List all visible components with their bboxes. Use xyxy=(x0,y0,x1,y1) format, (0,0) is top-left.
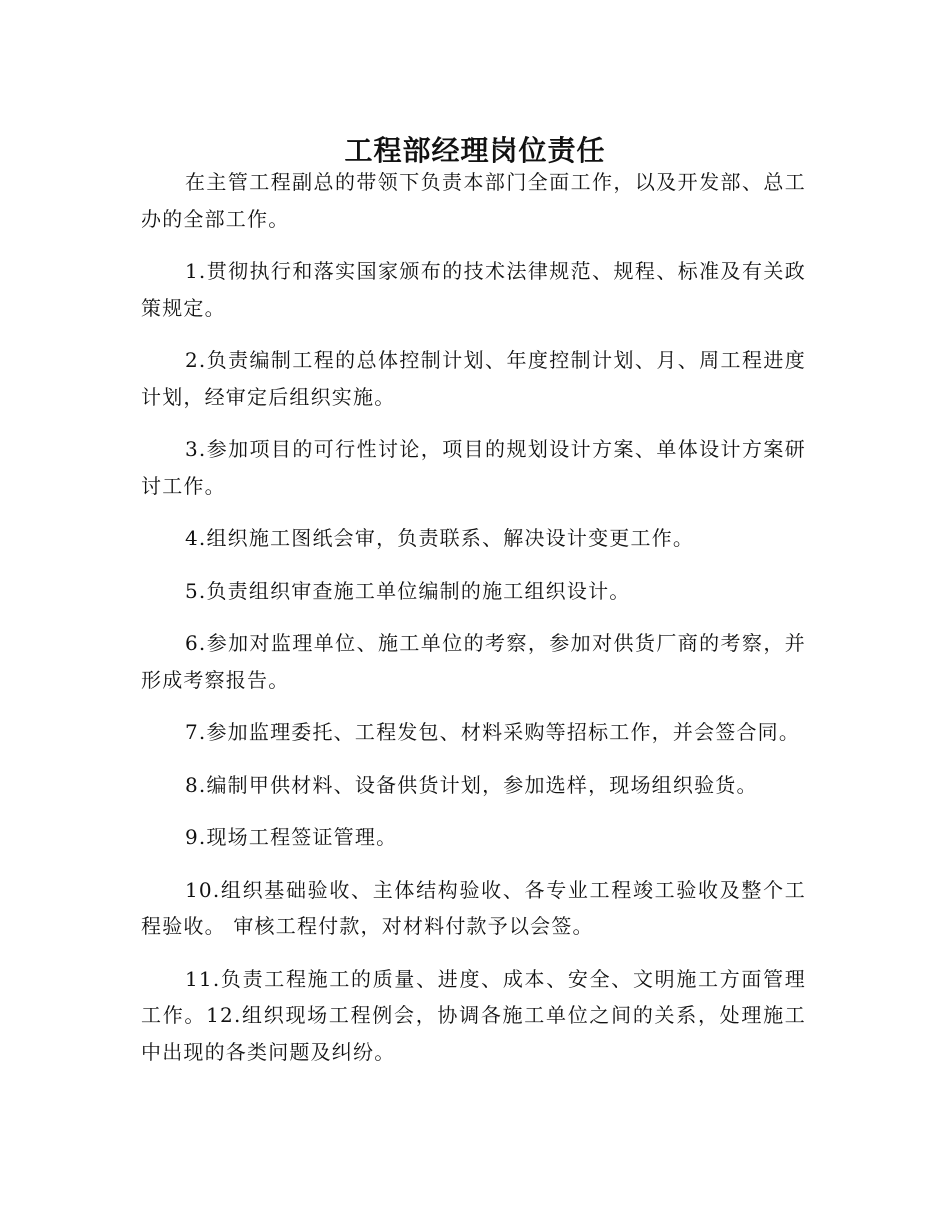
paragraph-item-7: 7.参加监理委托、工程发包、材料采购等招标工作，并会签合同。 xyxy=(185,720,801,744)
paragraph-item-6: 6.参加对监理单位、施工单位的考察，参加对供货厂商的考察，并形成考察报告。 xyxy=(141,631,806,692)
paragraph-item-5: 5.负责组织审查施工单位编制的施工组织设计。 xyxy=(185,578,631,603)
paragraph-item-8: 8.编制甲供材料、设备供货计划，参加选样，现场组织验货。 xyxy=(185,772,758,797)
paragraph-intro: 在主管工程副总的带领下负责本部门全面工作，以及开发部、总工办的全部工作。 xyxy=(141,170,806,231)
paragraph-item-2: 2.负责编制工程的总体控制计划、年度控制计划、月、周工程进度计划，经审定后组织实施。 xyxy=(141,348,806,409)
paragraph-item-9: 9.现场工程签证管理。 xyxy=(185,825,398,849)
paragraph-item-4: 4.组织施工图纸会审，负责联系、解决设计变更工作。 xyxy=(185,526,695,550)
document-title: 工程部经理岗位责任 xyxy=(344,133,606,167)
paragraph-item-11: 11.负责工程施工的质量、进度、成本、安全、文明施工方面管理工作。12.组织现场工程例会，协调各施工单位之间的关系，处理施工中出现的各类问题及纠纷。 xyxy=(141,966,806,1064)
paragraph-item-1: 1.贯彻执行和落实国家颁布的技术法律规范、规程、标准及有关政策规定。 xyxy=(141,259,806,320)
paragraph-item-10: 10.组织基础验收、主体结构验收、各专业工程竣工验收及整个工程验收。 审核工程付款，对材料付款予以会签。 xyxy=(141,877,806,938)
document-body xyxy=(141,164,806,1086)
paragraph-item-3: 3.参加项目的可行性讨论，项目的规划设计方案、单体设计方案研讨工作。 xyxy=(141,437,806,498)
